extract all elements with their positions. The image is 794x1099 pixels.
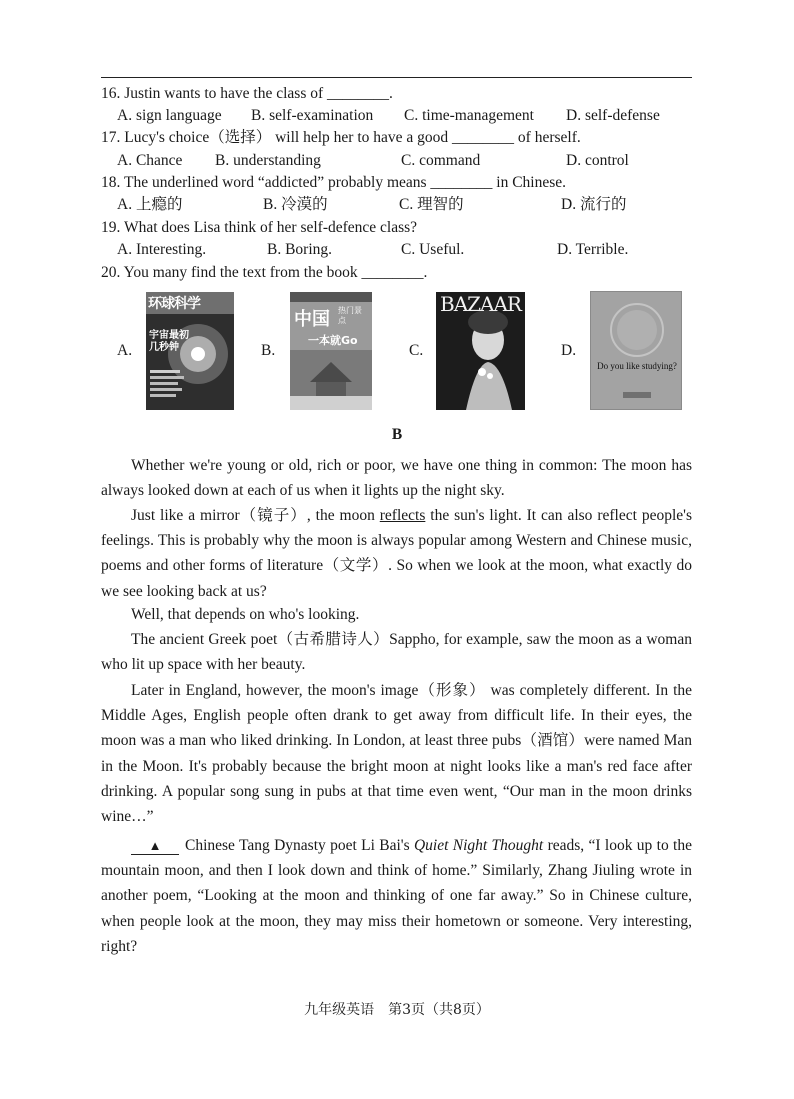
paragraph-3	[101, 602, 692, 627]
q18-option-a: A. 上瘾的	[117, 196, 183, 213]
poem-title: Quiet Night Thought	[413, 837, 544, 854]
paragraph-3-text: Well, that depends on who's looking.	[131, 606, 360, 623]
paragraph-2-text-b: the sun's light. It can also reflect people's feelings. This is probably why the moon is always popular among Western and Chinese music, poems and other forms of literature（文学）. So when we look at the moon, what exactly do we see looking back at us?	[101, 507, 692, 600]
q20-option-a: A.	[117, 342, 133, 359]
underlined-word-reflects: reflects	[379, 507, 426, 524]
cover-a-science-magazine	[146, 292, 234, 410]
paragraph-6-text-b: reads, “I look up to the mountain moon, and then I look down and think of home.” Similarly, Zhang Jiuling wrote in another poem, “Looking at the moon and thinking of one far away.” So in Chinese culture, when people look at the moon, they may miss their hometown or someone. Very interesting, right?	[101, 837, 692, 955]
top-rule	[101, 77, 692, 78]
cover-b-travel-guide	[290, 292, 372, 410]
question-19-stem: 19. What does Lisa think of her self-defence class?	[101, 219, 418, 236]
q20-option-d: D.	[561, 342, 577, 359]
blank-marker: ▲	[131, 838, 179, 855]
question-16-stem: 16. Justin wants to have the class of ________.	[101, 85, 393, 102]
question-20-stem: 20. You many find the text from the book ________.	[101, 264, 428, 281]
q20-option-c: C.	[409, 342, 424, 359]
paragraph-5-text: Later in England, however, the moon's image（形象） was completely different. In the Middle Ages, English people often drank to get away from difficult life. In their eyes, the moon was a man who liked drinking. In London, at least three pubs（酒馆）were named Man in the Moon. It's probably because the bright moon at night looks like a man's red face after drinking. A popular song sung in pubs at that time even went, “Our man in the moon drinks wine…”	[101, 682, 692, 826]
q17-option-a: A. Chance	[117, 152, 183, 169]
paragraph-1	[101, 453, 692, 503]
paragraph-2-text-a: Just like a mirror（镜子）, the moon	[131, 507, 380, 524]
q18-option-d: D. 流行的	[561, 196, 627, 213]
q17-option-d: D. control	[566, 152, 629, 169]
q16-option-b: B. self-examination	[251, 107, 374, 124]
q16-option-a: A. sign language	[117, 107, 222, 124]
paragraph-2	[101, 503, 692, 604]
q19-option-a: A. Interesting.	[117, 241, 207, 258]
q20-option-b: B.	[261, 342, 276, 359]
question-17-stem: 17. Lucy's choice（选择） will help her to have a good ________ of herself.	[101, 129, 581, 146]
cover-a-title: 环球科学	[148, 296, 200, 312]
paragraph-6	[101, 833, 692, 959]
paragraph-4	[101, 627, 692, 677]
cover-d-art	[591, 292, 682, 410]
q16-option-d: D. self-defense	[566, 107, 660, 124]
cover-c-fashion-magazine	[436, 292, 525, 410]
cover-b-title: 中国	[294, 309, 330, 330]
cover-d-plain-book	[590, 291, 682, 410]
cover-b-subtitle: 一本就Go	[308, 334, 358, 347]
q18-option-b: B. 冷漠的	[263, 196, 328, 213]
page-footer: 九年级英语 第3页（共8页）	[304, 1002, 490, 1018]
cover-a-subtitle: 宇宙最初几秒钟	[149, 330, 189, 353]
section-title: B	[391, 426, 403, 443]
q17-option-c: C. command	[401, 152, 481, 169]
q16-option-c: C. time-management	[404, 107, 534, 124]
q19-option-c: C. Useful.	[401, 241, 465, 258]
q19-option-b: B. Boring.	[267, 241, 333, 258]
q18-option-c: C. 理智的	[399, 196, 464, 213]
q19-option-d: D. Terrible.	[557, 241, 629, 258]
cover-d-text: Do you like studying?	[597, 361, 677, 371]
paragraph-6-text-a: Chinese Tang Dynasty poet Li Bai's	[185, 837, 414, 854]
question-18-stem: 18. The underlined word “addicted” probably means ________ in Chinese.	[101, 174, 567, 191]
cover-c-title: BAZAAR	[440, 292, 521, 316]
paragraph-1-text: Whether we're young or old, rich or poor, we have one thing in common: The moon has always looked down at each of us when it lights up the night sky.	[101, 457, 692, 500]
q17-option-b: B. understanding	[215, 152, 321, 169]
paragraph-5	[101, 678, 692, 829]
cover-b-side: 热门景点	[338, 306, 362, 325]
paragraph-4-text: The ancient Greek poet（古希腊诗人）Sappho, for example, saw the moon as a woman who lit up space with her beauty.	[101, 631, 692, 674]
